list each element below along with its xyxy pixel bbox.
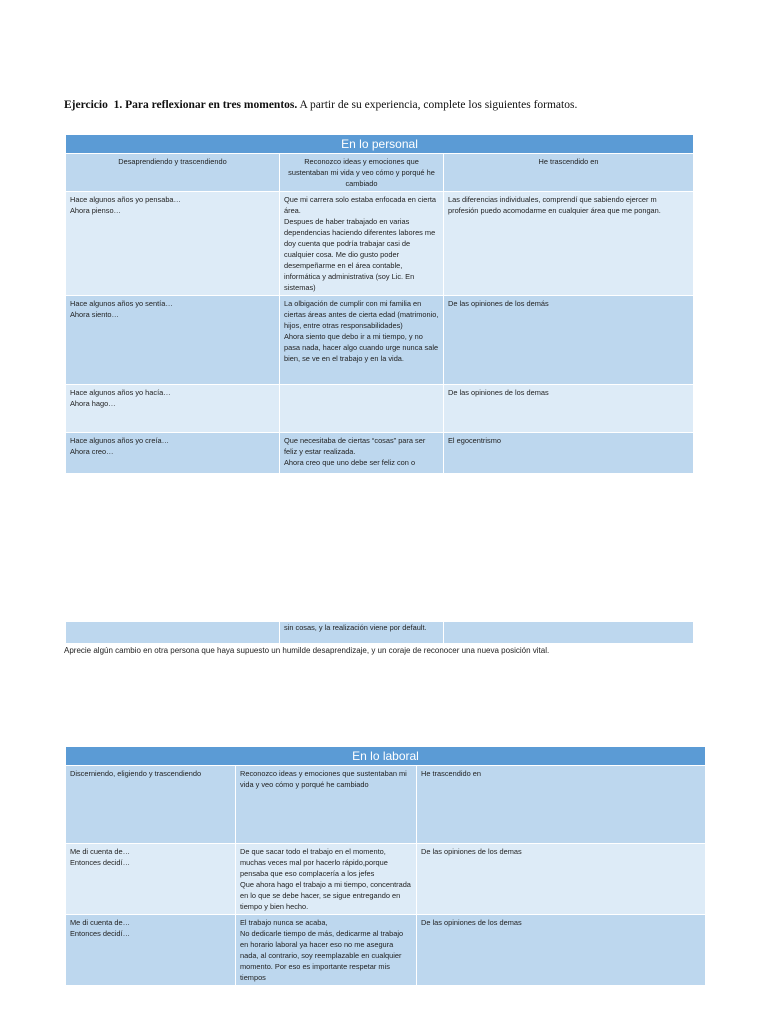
row-reflection: La olbigación de cumplir con mi familia en ciertas áreas antes de cierta edad (matrimonio, hijos, entre otras responsabilidades) Ahora siento que debo ir a mi tiempo, y no pasa nada, hacer algo cuando urge nunca sale bien, se ve en el trabajo y en la vida. [280, 296, 444, 385]
personal-continuation [65, 621, 694, 644]
personal-header-row [66, 154, 694, 192]
row-reflection: Que necesitaba de ciertas “cosas” para ser feliz y estar realizada. Ahora creo que uno debe ser feliz con o [280, 433, 444, 474]
laboral-header-prompt: Discerniendo, eligiendo y trascendiendo [66, 766, 236, 844]
row-transcended [444, 622, 694, 644]
table-row [66, 296, 694, 385]
laboral-header-row [66, 766, 706, 844]
table-row [66, 192, 694, 296]
personal-header-transcended: He trascendido en [444, 154, 694, 192]
personal-header-reflection: Reconozco ideas y emociones que sustentaban mi vida y veo cómo y porqué he cambiado [280, 154, 444, 192]
personal-header-prompt: Desaprendiendo y trascendiendo [66, 154, 280, 192]
table-row [66, 622, 694, 644]
row-prompt: Hace algunos años yo pensaba… Ahora pienso… [66, 192, 280, 296]
personal-table [65, 134, 694, 474]
laboral-title-row [66, 747, 706, 766]
exercise-label: Ejercicio [64, 99, 108, 111]
row-reflection: De que sacar todo el trabajo en el momento, muchas veces mal por hacerlo rápido,porque pensaba que eso complacería a los jefes Que ahora hago el trabajo a mi tiempo, concentrada en lo que se debe hacer, se sigue entregando en tiempo y bien hecho. [236, 844, 417, 915]
row-transcended: De las opiniones de los demás [444, 296, 694, 385]
personal-title-row [66, 135, 694, 154]
exercise-number-title: 1. Para reflexionar en tres momentos. [113, 99, 298, 111]
table-row [66, 433, 694, 474]
row-transcended: El egocentrismo [444, 433, 694, 474]
table-row [66, 844, 706, 915]
exercise-heading [64, 97, 724, 113]
row-prompt: Me di cuenta de… Entonces decidí… [66, 844, 236, 915]
row-prompt: Hace algunos años yo sentía… Ahora siento… [66, 296, 280, 385]
row-reflection: Que mi carrera solo estaba enfocada en cierta área. Despues de haber trabajado en varias dependencias haciendo diferentes labores me doy cuenta que podría trabajar casi de cualquier cosa. Me dio gusto poder desempeñarme en el área contable, informática y administrativa (soy Lic. En sistemas) [280, 192, 444, 296]
personal-title: En lo personal [66, 135, 694, 154]
row-transcended: Las diferencias individuales, comprendí que sabiendo ejercer m profesión puedo acomodarme en cualquier área que me pongan. [444, 192, 694, 296]
row-prompt: Hace algunos años yo hacía… Ahora hago… [66, 385, 280, 433]
row-transcended: De las opiniones de los demas [417, 844, 706, 915]
instruction-note: Aprecie algún cambio en otra persona que haya supuesto un humilde desaprendizaje, y un coraje de reconocer una nueva posición vital. [64, 646, 550, 655]
row-prompt: Me di cuenta de… Entonces decidí… [66, 915, 236, 986]
laboral-header-transcended: He trascendido en [417, 766, 706, 844]
row-reflection: El trabajo nunca se acaba, No dedicarle tiempo de más, dedicarme al trabajo en horario laboral ya hacer eso no me asegura nada, al contrario, soy reemplazable en cualquier momento. Por eso es importante respetar mis tiempos [236, 915, 417, 986]
laboral-header-reflection: Reconozco ideas y emociones que sustentaban mi vida y veo cómo y porqué he cambiado [236, 766, 417, 844]
laboral-title: En lo laboral [66, 747, 706, 766]
table-row [66, 915, 706, 986]
row-transcended: De las opiniones de los demas [444, 385, 694, 433]
row-reflection: sin cosas, y la realización viene por default. [280, 622, 444, 644]
exercise-instruction: A partir de su experiencia, complete los siguientes formatos. [297, 99, 578, 111]
row-reflection [280, 385, 444, 433]
row-prompt [66, 622, 280, 644]
row-transcended: De las opiniones de los demas [417, 915, 706, 986]
table-row [66, 385, 694, 433]
laboral-table [65, 746, 706, 986]
row-prompt: Hace algunos años yo creía… Ahora creo… [66, 433, 280, 474]
